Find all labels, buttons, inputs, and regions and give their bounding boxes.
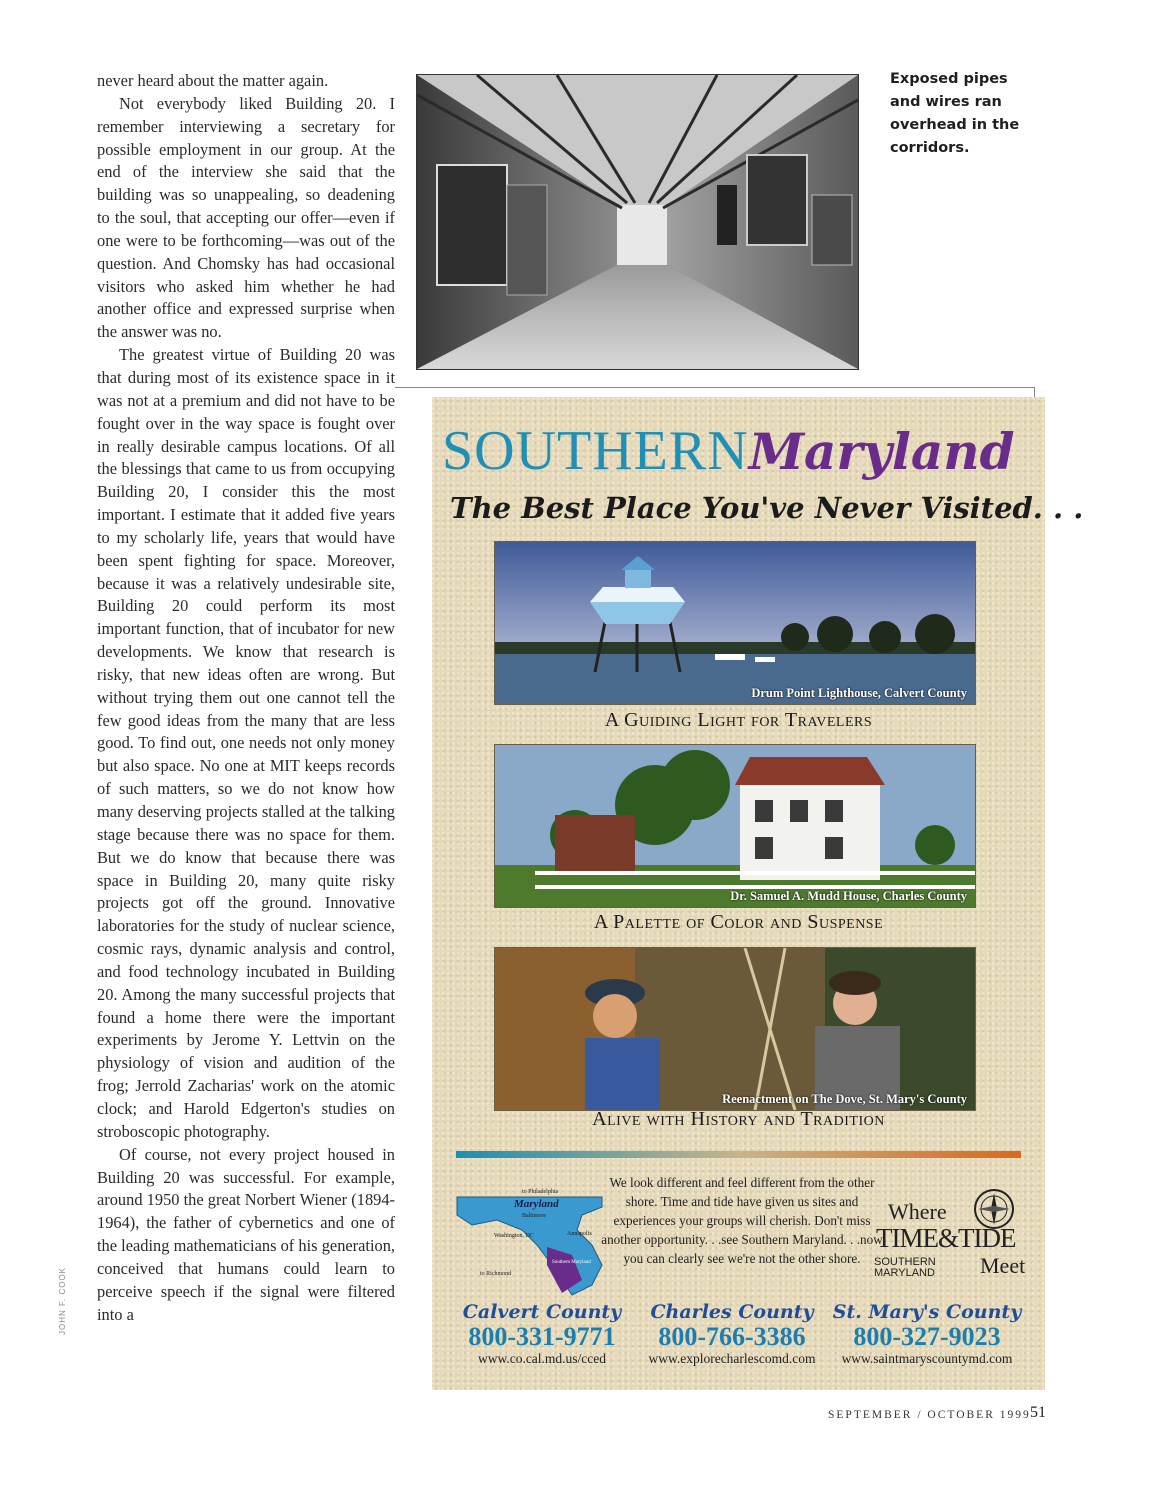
logo-southern-maryland xyxy=(874,1257,936,1279)
issue-date: SEPTEMBER / OCTOBER 1999 xyxy=(828,1409,1031,1421)
ad-heading-2: A Palette of Color and Suspense xyxy=(593,911,884,933)
logo-time-tide: TIME&TIDE xyxy=(876,1223,1016,1253)
house-illustration xyxy=(495,745,975,907)
county-phone: 800-331-9771 xyxy=(468,1322,616,1351)
corridor-illustration xyxy=(417,75,858,369)
county-url: www.saintmaryscountymd.com xyxy=(841,1351,1013,1366)
corridor-photo xyxy=(416,74,859,370)
map-label: Baltimore xyxy=(522,1213,546,1219)
ad-tagline: The Best Place You've Never Visited. . . xyxy=(450,491,1084,525)
county-name: Calvert County xyxy=(462,1301,622,1323)
logo-maryland: MARYLAND xyxy=(874,1267,935,1279)
map-state-label: Maryland xyxy=(514,1198,559,1210)
southern-maryland-ad xyxy=(432,397,1084,1390)
ad-heading-3: Alive with History and Tradition xyxy=(592,1108,885,1130)
lighthouse-photo xyxy=(494,541,976,705)
article-paragraph: The greatest virtue of Building 20 was that during most of its existence space in it was not at a premium and did not have to be fought over in the way space is fought over in really desirable campus locations. Of all the blessings that came to us from occupying Building 20, I consider this the most important. I estimate that it added five years to my scholarly life, years that would have been spent fighting for space. Moreover, because it was a relatively undesirable site, Building 20 could perform its most important function, that of incubator for new developments. We know that research is risky, that new ideas often are wrong. But without trying them out one cannot tell the few good ideas from the many that are less good. To find out, one needs not only money but also space. No one at MIT keeps records of such matters, so we do not know how many deserving projects stalled at the talking stage because there was no space for them. But we do know that because there was space in Building 20, many quite risky projects got off the ground. Innovative laboratories for the study of nuclear science, cosmic rays, dynamic analysis and control, and food technology incubated in Building 20. Among the many successful projects that found a home there were the important experiments by Jerome Y. Lettvin on the physiology of vision and audition of the frog; Jerrold Zacharias' work on the atomic clock; and Harold Edgerton's studies on stroboscopic photography. xyxy=(97,345,395,1141)
county-name: St. Mary's County xyxy=(832,1301,1022,1323)
logo-meet: Meet xyxy=(980,1253,1026,1278)
maryland-map-illustration xyxy=(452,1185,612,1297)
map-label: Annapolis xyxy=(567,1231,592,1237)
map-label: Washington, DC xyxy=(494,1233,534,1239)
mudd-house-photo-label: Dr. Samuel A. Mudd House, Charles County xyxy=(730,889,967,903)
photo-credit: JOHN F. COOK xyxy=(58,1266,67,1335)
county-phone: 800-766-3386 xyxy=(658,1322,806,1351)
ad-frame-line xyxy=(395,387,1035,388)
map-label: Southern Maryland xyxy=(552,1260,591,1265)
article-paragraph: never heard about the matter again. xyxy=(97,71,329,90)
page-number: 51 xyxy=(1030,1404,1046,1421)
time-tide-logo xyxy=(872,1187,1032,1297)
article-paragraph: Of course, not every project housed in Building 20 was successful. For example, around 1950 the great Norbert Wiener (1894-1964), the father of cybernetics and one of the leading mathematicians of his generation, conceived that humans could learn to perceive speech if the signal were filtered into a xyxy=(97,1144,395,1324)
reenactment-photo-label: Reenactment on The Dove, St. Mary's County xyxy=(722,1092,967,1106)
county-calvert xyxy=(442,1301,642,1367)
county-url: www.co.cal.md.us/cced xyxy=(477,1351,607,1366)
ad-frame-line xyxy=(1034,387,1035,397)
ad-title xyxy=(442,419,1015,483)
mudd-house-photo xyxy=(494,744,976,908)
maryland-map xyxy=(452,1185,612,1297)
ad-heading-1: A Guiding Light for Travelers xyxy=(604,709,873,731)
county-charles xyxy=(632,1301,832,1367)
ad-title-southern: SOUTHERN xyxy=(442,420,749,482)
reenactment-photo xyxy=(494,947,976,1111)
lighthouse-photo-label: Drum Point Lighthouse, Calvert County xyxy=(751,686,967,700)
reenactment-illustration xyxy=(495,948,975,1110)
county-name: Charles County xyxy=(650,1301,814,1323)
map-label: to Philadelphia xyxy=(522,1189,559,1195)
county-url: www.explorecharlescomd.com xyxy=(648,1351,816,1366)
photo-caption: Exposed pipes and wires ran overhead in the corridors. xyxy=(890,71,1020,156)
logo-southern: SOUTHERN xyxy=(874,1256,936,1268)
logo-where: Where xyxy=(888,1199,947,1224)
map-label: to Richmond xyxy=(480,1271,512,1277)
lighthouse-illustration xyxy=(495,542,975,704)
ad-blurb: We look different and feel different from the other shore. Time and tide have given us sites and experiences your groups will cherish. Don't miss another opportunity. . .see Southern Maryland. . .now you can clearly see we're not the other shore. xyxy=(601,1175,883,1266)
county-st-marys xyxy=(827,1301,1027,1367)
article-column xyxy=(97,70,395,1326)
article-paragraph: Not everybody liked Building 20. I remember interviewing a secretary for possible employment in our group. At the end of the interview she said that the building was so unappealing, so deadening to the soul, that accepting our offer—even if one were to be forthcoming—was out of the question. And Chomsky has had occasional visitors who asked him whether he had another office and expressed surprise when the answer was no. xyxy=(97,93,395,342)
county-phone: 800-327-9023 xyxy=(853,1322,1001,1351)
ad-title-maryland: Maryland xyxy=(748,422,1015,481)
ad-gradient-divider xyxy=(456,1151,1021,1158)
